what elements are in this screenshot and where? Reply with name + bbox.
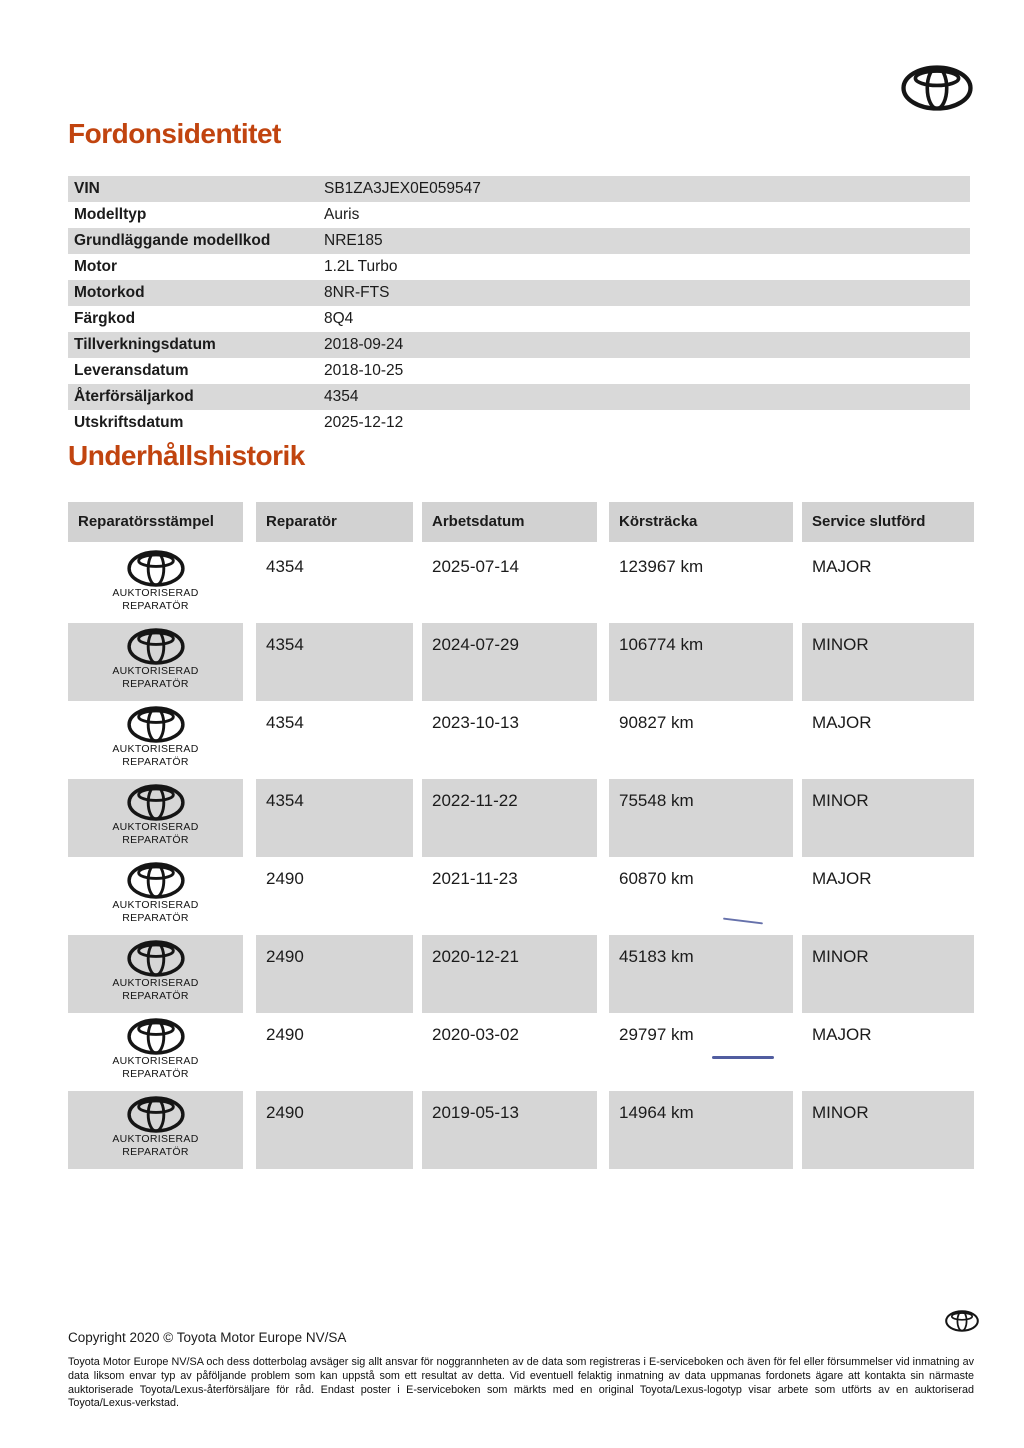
arbetsdatum-value: 2025-07-14 (432, 557, 519, 576)
vehicle-identity-row (68, 228, 970, 254)
service-value: MAJOR (812, 869, 872, 888)
maintenance-row (68, 779, 974, 857)
field-label: VIN (74, 180, 100, 197)
stamp-text-line2: REPARATÖR (122, 989, 189, 1002)
arbetsdatum-value: 2023-10-13 (432, 713, 519, 732)
service-value: MINOR (802, 623, 974, 701)
header-reparator: Reparatör (256, 502, 413, 542)
toyota-footer-logo-icon (945, 1310, 979, 1332)
toyota-stamp-icon (127, 706, 185, 743)
field-value: 8NR-FTS (324, 284, 390, 301)
stamp-text-line1: AUKTORISERAD (112, 821, 199, 833)
vehicle-identity-row (68, 254, 970, 280)
header-korstracka: Körsträcka (609, 502, 793, 542)
maintenance-row (68, 545, 974, 623)
toyota-stamp-icon (127, 1018, 185, 1055)
arbetsdatum-value: 2019-05-13 (422, 1091, 597, 1169)
korstracka-value: 60870 km (619, 869, 694, 888)
stamp-text-line1: AUKTORISERAD (112, 1133, 199, 1145)
stamp-text-line1: AUKTORISERAD (112, 977, 199, 989)
field-value: NRE185 (324, 232, 383, 249)
stamp-text-line2: REPARATÖR (122, 1145, 189, 1158)
reparator-value: 2490 (266, 869, 304, 888)
maintenance-table (68, 545, 974, 1169)
repair-stamp (68, 701, 243, 779)
service-value: MINOR (802, 935, 974, 1013)
stamp-text-line1: AUKTORISERAD (112, 665, 199, 677)
field-value: 4354 (324, 388, 359, 405)
korstracka-value: 106774 km (609, 623, 793, 701)
toyota-stamp-icon (127, 862, 185, 899)
field-value: 8Q4 (324, 310, 354, 327)
field-value: Auris (324, 206, 360, 223)
reparator-value: 2490 (266, 1025, 304, 1044)
vehicle-identity-row (68, 202, 970, 228)
service-value: MAJOR (812, 557, 872, 576)
stamp-text-line2: REPARATÖR (122, 755, 189, 768)
vehicle-identity-row (68, 358, 970, 384)
toyota-stamp-icon (127, 628, 185, 665)
field-value: 2018-09-24 (324, 336, 404, 353)
field-value: 2025-12-12 (324, 414, 404, 431)
page-title-vehicle-identity: Fordonsidentitet (68, 118, 281, 149)
field-value: SB1ZA3JEX0E059547 (324, 180, 481, 197)
toyota-logo-icon (901, 64, 973, 112)
repair-stamp (68, 857, 243, 935)
arbetsdatum-value: 2022-11-22 (422, 779, 597, 857)
maintenance-row (68, 1013, 974, 1091)
field-label: Återförsäljarkod (74, 388, 194, 405)
reparator-value: 4354 (256, 779, 413, 857)
copyright-text: Copyright 2020 © Toyota Motor Europe NV/SA (68, 1330, 347, 1345)
vehicle-identity-row (68, 306, 970, 332)
maintenance-row (68, 857, 974, 935)
stamp-text-line1: AUKTORISERAD (112, 587, 199, 599)
maintenance-table-header (68, 502, 974, 542)
stamp-text-line1: AUKTORISERAD (112, 899, 199, 911)
korstracka-value: 45183 km (609, 935, 793, 1013)
reparator-value: 2490 (256, 935, 413, 1013)
service-value: MAJOR (812, 713, 872, 732)
arbetsdatum-value: 2020-12-21 (422, 935, 597, 1013)
field-label: Färgkod (74, 310, 136, 327)
field-label: Grundläggande modellkod (74, 232, 271, 249)
page-title-maintenance-history: Underhållshistorik (68, 440, 305, 471)
pen-mark (712, 1056, 774, 1059)
vehicle-identity-row (68, 410, 970, 436)
field-label: Motorkod (74, 284, 145, 301)
korstracka-value: 75548 km (609, 779, 793, 857)
stamp-text-line2: REPARATÖR (122, 599, 189, 612)
repair-stamp (68, 779, 243, 857)
maintenance-row (68, 1091, 974, 1169)
stamp-text-line2: REPARATÖR (122, 911, 189, 924)
maintenance-row (68, 935, 974, 1013)
field-label: Motor (74, 258, 118, 275)
field-value: 2018-10-25 (324, 362, 404, 379)
service-value: MINOR (802, 1091, 974, 1169)
stamp-text-line2: REPARATÖR (122, 833, 189, 846)
korstracka-value: 29797 km (619, 1025, 694, 1044)
header-service-slutford: Service slutförd (802, 502, 974, 542)
field-label: Leveransdatum (74, 362, 189, 379)
disclaimer-text: Toyota Motor Europe NV/SA och dess dotterbolag avsäger sig allt ansvar för noggrannheten av de data som registreras i E-serviceboken och även för fel eller försummelser vid inmatning av data liksom envar typ av påföljande problem som kan uppstå som ett resultat av detta. Vid eventuell felaktig inmatning av data uppmanas fordonets ägare att kontakta sin närmaste auktoriserade Toyota/Lexus-återförsäljare för råd. Endast poster i E-serviceboken som märkts med en original Toyota/Lexus-logotyp visar arbete som utförts av en auktoriserad Toyota/Lexus-verkstad. (68, 1356, 974, 1410)
repair-stamp (68, 623, 243, 701)
toyota-stamp-icon (127, 550, 185, 587)
field-label: Modelltyp (74, 206, 147, 223)
maintenance-row (68, 701, 974, 779)
reparator-value: 4354 (266, 713, 304, 732)
arbetsdatum-value: 2021-11-23 (432, 869, 518, 888)
vehicle-identity-row (68, 176, 970, 202)
vehicle-identity-row (68, 280, 970, 306)
service-value: MAJOR (812, 1025, 872, 1044)
stamp-text-line2: REPARATÖR (122, 1067, 189, 1080)
vehicle-identity-row (68, 384, 970, 410)
field-value: 1.2L Turbo (324, 258, 398, 275)
arbetsdatum-value: 2024-07-29 (422, 623, 597, 701)
header-arbetsdatum: Arbetsdatum (422, 502, 597, 542)
stamp-text-line1: AUKTORISERAD (112, 743, 199, 755)
reparator-value: 2490 (256, 1091, 413, 1169)
korstracka-value: 14964 km (609, 1091, 793, 1169)
maintenance-row (68, 623, 974, 701)
repair-stamp (68, 935, 243, 1013)
field-label: Utskriftsdatum (74, 414, 184, 431)
reparator-value: 4354 (256, 623, 413, 701)
repair-stamp (68, 545, 243, 623)
stamp-text-line2: REPARATÖR (122, 677, 189, 690)
service-value: MINOR (802, 779, 974, 857)
vehicle-identity-row (68, 332, 970, 358)
reparator-value: 4354 (266, 557, 304, 576)
stamp-text-line1: AUKTORISERAD (112, 1055, 199, 1067)
korstracka-value: 90827 km (619, 713, 694, 732)
toyota-stamp-icon (127, 940, 185, 977)
repair-stamp (68, 1091, 243, 1169)
header-reparatorsstampel: Reparatörsstämpel (68, 502, 243, 542)
toyota-stamp-icon (127, 784, 185, 821)
toyota-stamp-icon (127, 1096, 185, 1133)
vehicle-identity-table (68, 176, 970, 436)
repair-stamp (68, 1013, 243, 1091)
field-label: Tillverkningsdatum (74, 336, 216, 353)
korstracka-value: 123967 km (619, 557, 704, 576)
arbetsdatum-value: 2020-03-02 (432, 1025, 519, 1044)
